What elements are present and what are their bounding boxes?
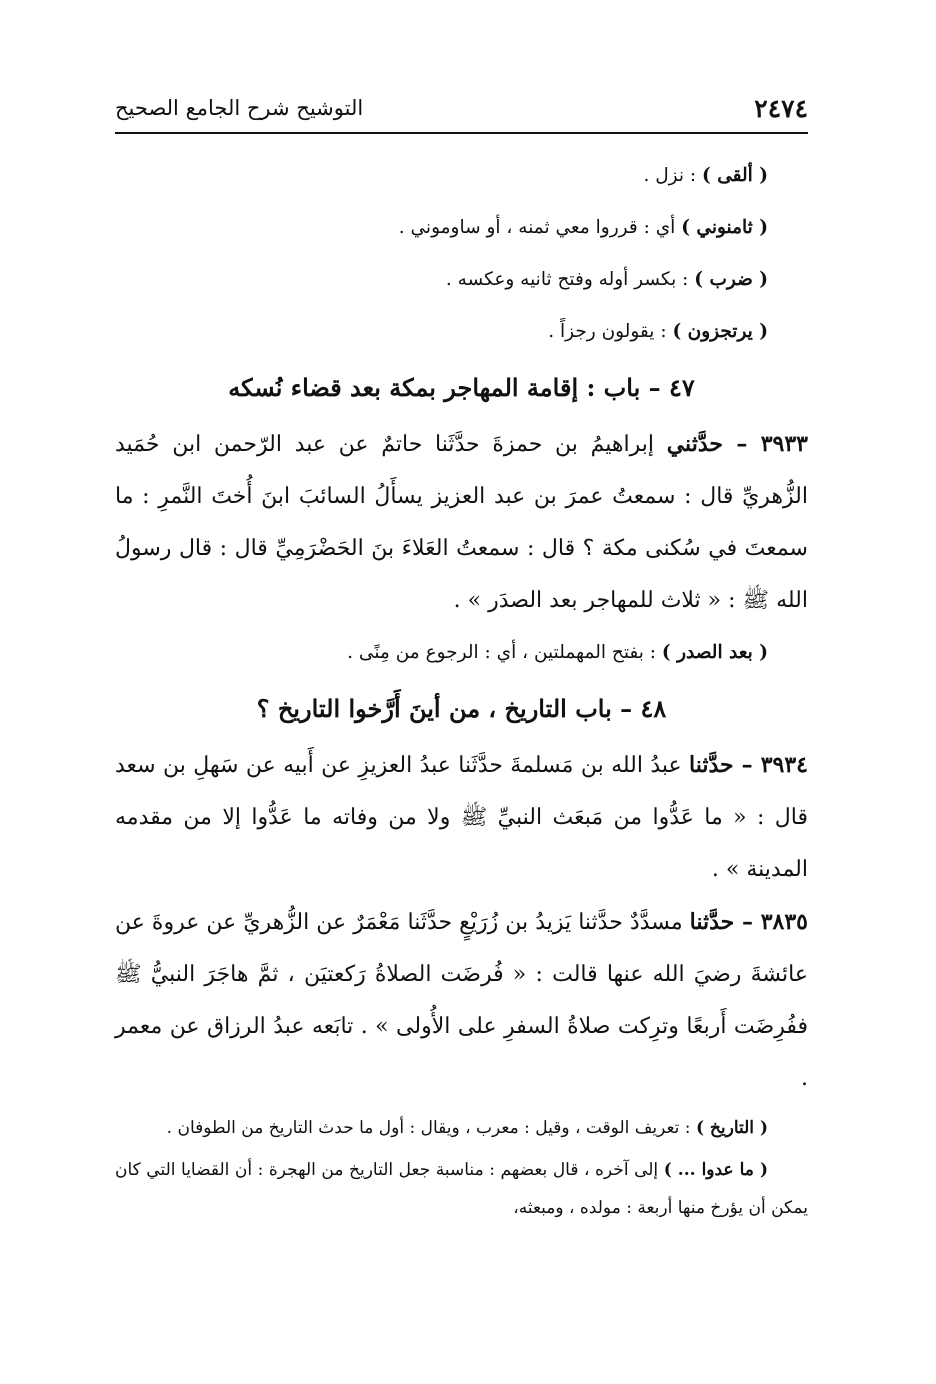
hadith-lead: ٣٨٣٥ – حدَّثنا (689, 909, 808, 935)
gloss-line (115, 202, 808, 254)
hadith-text: مسدَّدٌ حدَّثنا يَزيدُ بن زُرَيْعٍ حدَّثَنا مَعْمَرٌ عن الزُّهريِّ عن عروةَ عن عائشةَ رضيَ الله عنها قالت : « فُرضَت الصلاةُ رَكعتيَن ، ثمَّ هاجَرَ النبيُّ ﷺ ففُرِضَت أَربعًا وترِكت صلاةُ السفرِ على الأُولى » . تابَعه عبدُ الرزاق عن معمر . (115, 910, 808, 1091)
gloss-line (115, 254, 808, 306)
gloss-line (115, 627, 808, 679)
gloss-term: ( يرتجزون ) (672, 321, 768, 342)
note-maaddu (115, 1151, 808, 1227)
hadith-3934 (115, 739, 808, 896)
note-text: : تعريف الوقت ، وقيل : معرب ، ويقال : أول ما حدث التاريخ من الطوفان . (166, 1118, 696, 1138)
gloss-term: ( ضرب ) (694, 269, 768, 290)
hadith-lead: ٣٩٣٣ – حدَّثني (666, 431, 808, 457)
gloss-text: : نزل . (643, 165, 703, 186)
note-text: إلى آخره ، قال بعضهم : مناسبة جعل التاريخ من الهجرة : أن القضايا التي كان يمكن أن يؤرخ منها أربعة : مولده ، ومبعثه، (115, 1160, 808, 1218)
gloss-line (115, 306, 808, 358)
note-term: ( ما عدوا ... ) (663, 1160, 768, 1180)
gloss-term: ( بعد الصدر ) (661, 642, 768, 663)
hadith-text: إبراهيمُ بن حمزةَ حدَّثَنا حاتمٌ عن عبد الرّحمن ابن حُمَيد الزُّهريِّ قال : سمعتُ عمرَ بن عبد العزيز يسأَلُ السائبَ ابنَ أُختَ النَّمرِ : ما سمعتَ في سُكنى مكة ؟ قال : سمعتُ العَلاءَ بنَ الحَضْرَمِيِّ قال : قال رسولُ الله ﷺ : « ثلاث للمهاجر بعد الصدَر » . (115, 432, 808, 613)
gloss-text: : يقولون رجزاً . (548, 321, 673, 342)
note-term: ( التاريخ ) (695, 1118, 768, 1138)
gloss-term: ( ألقى ) (702, 165, 768, 186)
hadith-lead: ٣٩٣٤ – حدَّثنا (689, 752, 808, 778)
running-title: التوشيح شرح الجامع الصحيح (115, 96, 364, 120)
hadith-text: عبدُ الله بن مَسلمةَ حدَّثَنا عبدُ العزيزِ عن أَبيه عن سَهلِ بن سعد قال : « ما عَدُّوا من مَبعَث النبيِّ ﷺ ولا من وفاته ما عَدُّوا إلا من مقدمه المدينة » . (115, 753, 808, 882)
page-header (115, 92, 808, 134)
note-tarikh (115, 1109, 808, 1147)
chapter-heading-48: ٤٨ – باب التاريخ ، من أينَ أَرَّخوا التاريخ ؟ (256, 694, 667, 723)
hadith-3935 (115, 896, 808, 1105)
gloss-term: ( ثامنوني ) (681, 217, 768, 238)
chapter-heading-47: ٤٧ – باب : إقامة المهاجر بمكة بعد قضاء نُسكه (228, 373, 695, 402)
gloss-text: : بكسر أوله وفتح ثانيه وعكسه . (445, 269, 695, 290)
gloss-line (115, 150, 808, 202)
page-body (115, 150, 808, 1227)
gloss-text: : بفتح المهملتين ، أي : الرجوع من مِنًى . (347, 642, 662, 663)
page-number: ٢٤٧٤ (754, 94, 808, 123)
hadith-3933 (115, 418, 808, 627)
gloss-text: أي : قرروا معي ثمنه ، أو ساوموني . (398, 217, 682, 238)
